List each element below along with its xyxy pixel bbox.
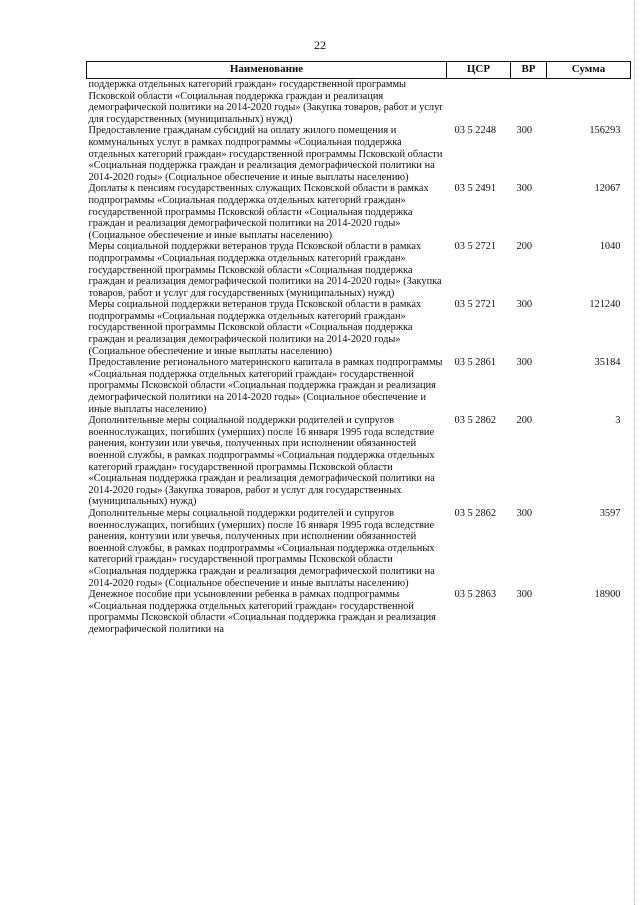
row-name: Предоставление регионального материнского капитала в рамках подпрограммы «Социальная поддержка отдельных категорий граждан» государственной программы Псковской области «Социальная поддержка граждан и реализация демографической политики на 2014-2020 годы» (Социальное обеспечение и иные выплаты населению)	[88, 357, 443, 415]
row-vr: 200	[516, 241, 533, 253]
row-name: Дополнительные меры социальной поддержки родителей и супругов военнослужащих, погибших (умерших) после 16 января 1995 года вследствие ранения, контузии или увечья, полученных при исполнении обязанностей военной службы, в рамках подпрограммы «Социальная поддержка отдельных категорий граждан» государственной программы Псковской области «Социальная поддержка граждан и реализация демографической политики на 2014-2020 годы» (Социальное обеспечение и иные выплаты населению)	[88, 507, 435, 589]
row-sum: 1040	[599, 241, 621, 253]
row-csr: 03 5 2721	[454, 241, 497, 253]
page-number: 22	[314, 38, 326, 52]
row-sum: 121240	[589, 299, 621, 311]
row-name: Доплаты к пенсиям государственных служащих Псковской области в рамках подпрограммы «Социальная поддержка отдельных категорий граждан» государственной программы Псковской области «Социальная поддержка граждан и реализация демографической политики на 2014-2020 годы» (Социальное обеспечение и иные выплаты населению)	[88, 183, 429, 241]
row-csr: 03 5 2721	[454, 299, 497, 311]
row-sum: 12067	[594, 183, 621, 195]
row-vr	[511, 79, 547, 126]
row-vr: 300	[516, 183, 533, 195]
row-vr: 300	[516, 299, 533, 311]
row-name: Денежное пособие при усыновлении ребенка в рамках подпрограммы «Социальная поддержка отдельных категорий граждан» государственной программы Псковской области «Социальная поддержка граждан и реализация демографической политики на	[88, 589, 436, 635]
row-csr: 03 5 2862	[454, 415, 497, 427]
row-name: Меры социальной поддержки ветеранов труда Псковской области в рамках подпрограммы «Социальная поддержка отдельных категорий граждан» государственной программы Псковской области «Социальная поддержка граждан и реализация демографической политики на 2014-2020 годы» (Закупка товаров, работ и услуг для государственных (муниципальных) нужд)	[88, 241, 442, 299]
row-csr: 03 5 2863	[454, 589, 497, 601]
row-sum: 3597	[599, 507, 621, 519]
table-row	[87, 125, 631, 183]
table-row	[87, 415, 631, 508]
header-name: Наименование	[87, 62, 447, 79]
row-csr: 03 5 2248	[454, 125, 497, 137]
row-csr: 03 5 2861	[454, 357, 497, 369]
row-csr	[447, 79, 511, 126]
table-row	[87, 508, 631, 589]
row-csr: 03 5 2491	[454, 183, 497, 195]
row-name: Предоставление гражданам субсидий на оплату жилого помещения и коммунальных услуг в рамках подпрограммы «Социальная поддержка отдельных категорий граждан» государственной программы Псковской области «Социальная поддержка граждан и реализация демографической политики на 2014-2020 годы» (Социальное обеспечение и иные выплаты населению)	[88, 125, 443, 183]
scan-edge-mark	[634, 0, 638, 905]
table-header-row	[87, 62, 631, 79]
row-vr: 300	[516, 589, 533, 601]
row-sum: 3	[615, 415, 621, 427]
row-vr: 300	[516, 507, 533, 519]
budget-table	[86, 61, 631, 636]
header-csr: ЦСР	[447, 62, 511, 79]
table-row	[87, 241, 631, 299]
header-sum: Сумма	[547, 62, 631, 79]
row-name: поддержка отдельных категорий граждан» государственной программы Псковской области «Социальная поддержка граждан и реализация демографической политики на 2014-2020 годы» (Закупка товаров, работ и услуг для государственных (муниципальных) нужд)	[88, 79, 444, 125]
row-vr: 200	[516, 415, 533, 427]
row-sum: 18900	[594, 589, 621, 601]
row-csr: 03 5 2862	[454, 507, 497, 519]
row-vr: 300	[516, 357, 533, 369]
row-name: Дополнительные меры социальной поддержки родителей и супругов военнослужащих, погибших (умерших) после 16 января 1995 года вследствие ранения, контузии или увечья, полученных при исполнении обязанностей военной службы, в рамках подпрограммы «Социальная поддержка отдельных категорий граждан» государственной программы Псковской области «Социальная поддержка граждан и реализация демографической политики на 2014-2020 годы» (Закупка товаров, работ и услуг для государственных (муниципальных) нужд)	[88, 415, 435, 508]
row-sum: 35184	[594, 357, 621, 369]
row-sum: 156293	[589, 125, 621, 137]
table-row	[87, 183, 631, 241]
header-vr: ВР	[511, 62, 547, 79]
row-sum	[547, 79, 631, 126]
table-row	[87, 79, 631, 126]
table-row	[87, 357, 631, 415]
table-row	[87, 299, 631, 357]
table-row	[87, 589, 631, 635]
row-vr: 300	[516, 125, 533, 137]
row-name: Меры социальной поддержки ветеранов труда Псковской области в рамках подпрограммы «Социальная поддержка отдельных категорий граждан» государственной программы Псковской области «Социальная поддержка граждан и реализация демографической политики на 2014-2020 годы» (Социальное обеспечение и иные выплаты населению)	[88, 299, 422, 357]
